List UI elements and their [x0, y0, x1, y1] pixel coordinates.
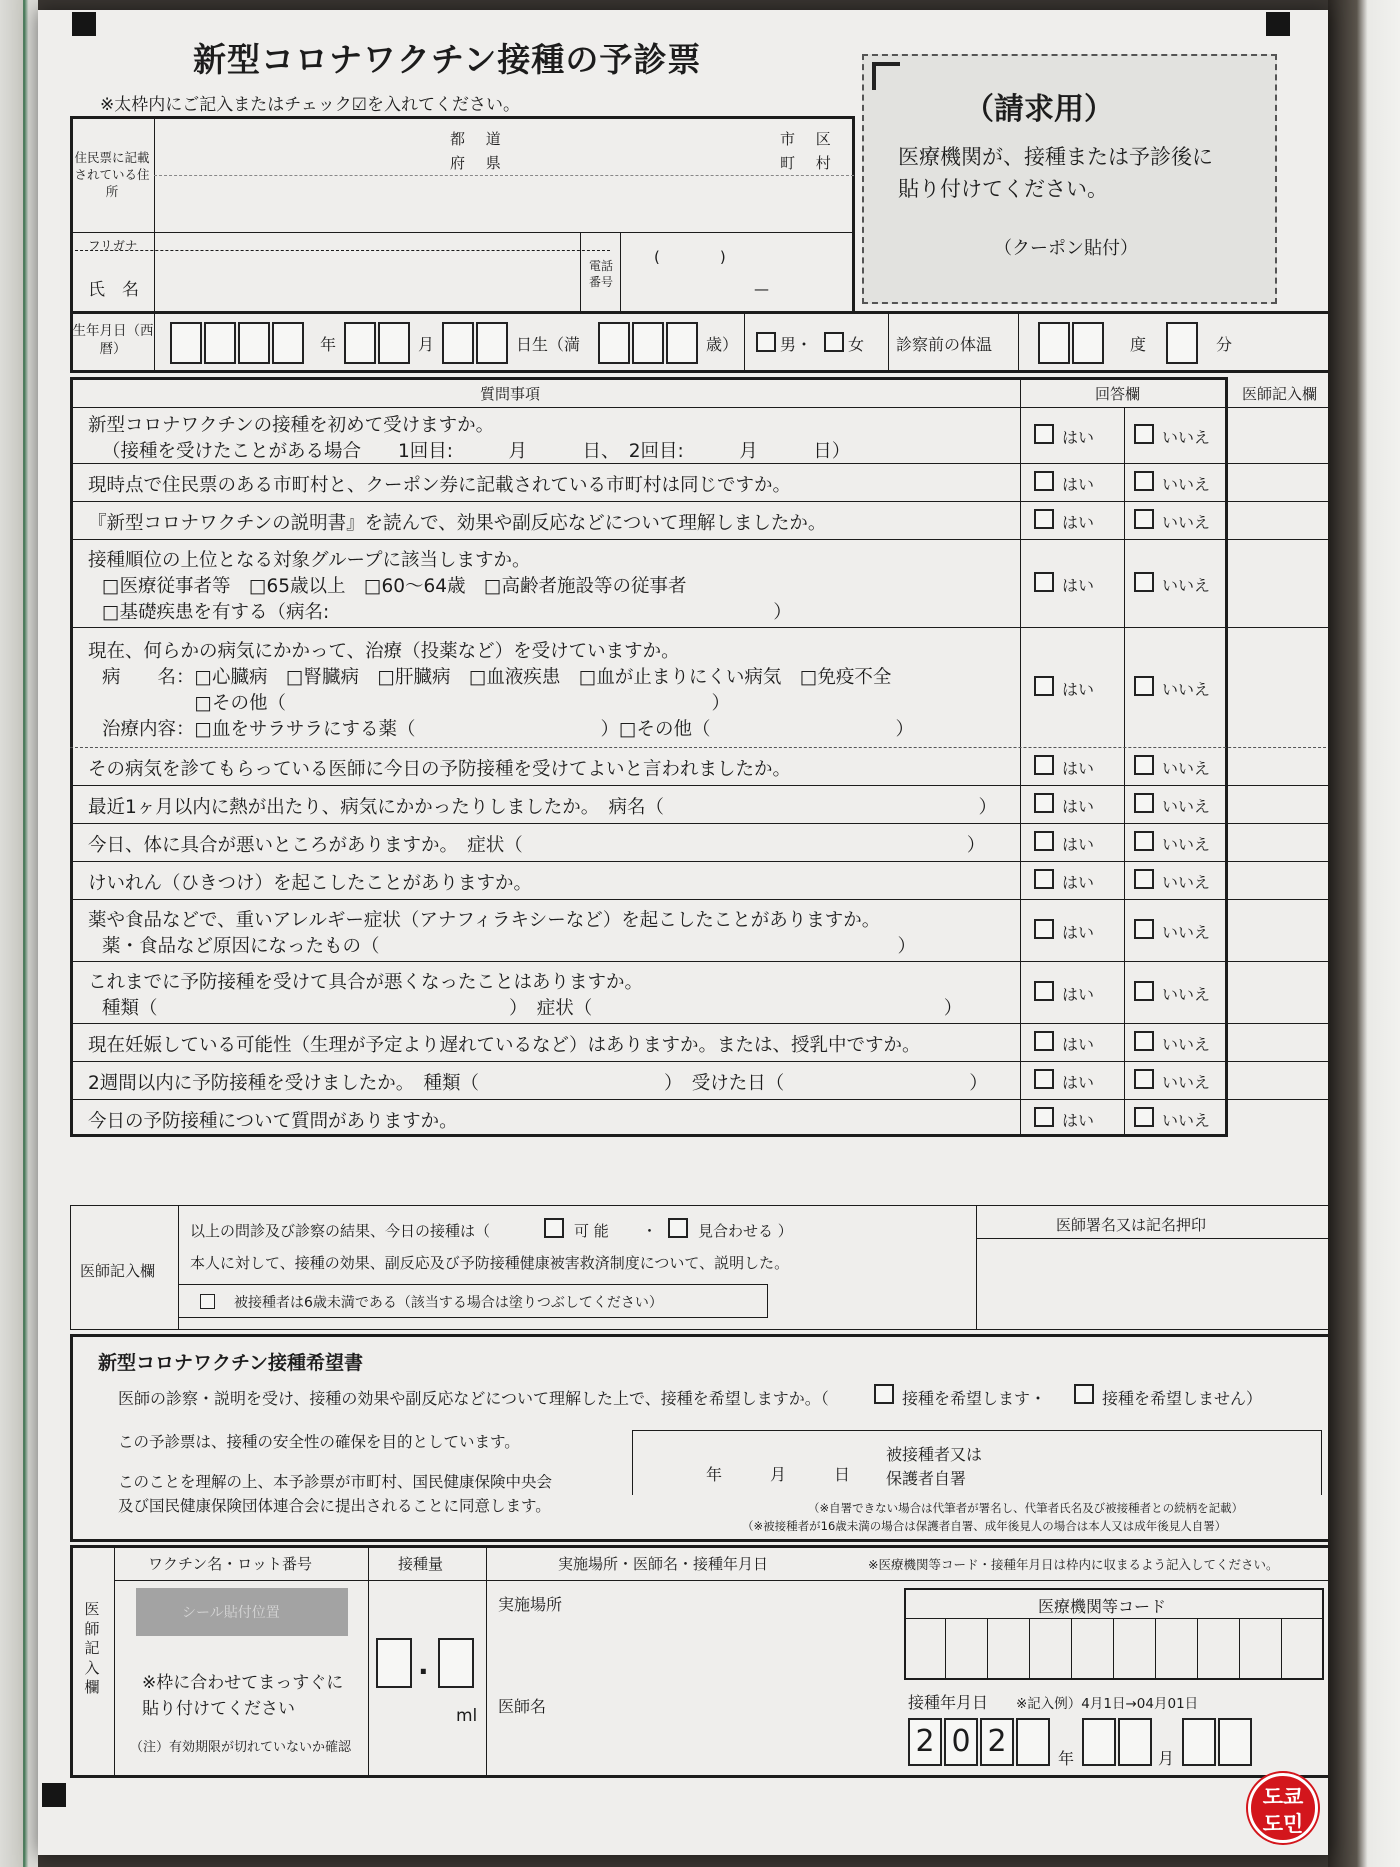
wish-line3: このことを理解の上、本予診票が市町村、国民健康保険中央会: [118, 1473, 553, 1491]
answer-yes-checkbox[interactable]: [1034, 793, 1054, 813]
possible-checkbox[interactable]: [544, 1218, 564, 1238]
question-text: 現在妊娠している可能性（生理が予定より遅れているなど）はありますか。または、授乳中ですか。: [88, 1035, 921, 1056]
col-place: 実施場所・医師名・接種年月日: [558, 1555, 769, 1573]
under6-label: 被接種者は6歳未満である（該当する場合は塗りつぶしてください）: [234, 1295, 663, 1311]
wish-no-checkbox[interactable]: [1074, 1384, 1094, 1404]
answer-no-checkbox[interactable]: [1134, 509, 1154, 529]
question-text: 今日、体に具合が悪いところがありますか。 症状（ ）: [88, 835, 986, 856]
age-label: 歳）: [706, 335, 739, 354]
consent-date: 年 月 日: [706, 1465, 851, 1484]
question-text: 最近1ヶ月以内に熱が出たり、病気にかかったりしましたか。 病名（ ）: [88, 797, 998, 818]
question-text: （接種を受けたことがある場合 1回目: 月 日、 2回目: 月 日）: [102, 441, 851, 462]
question-text: □医療従事者等 □65歳以上 □60～64歳 □高齢者施設等の従事者: [102, 576, 687, 597]
temperature-label: 診察前の体温: [896, 335, 993, 354]
possible-label: 可 能: [574, 1222, 609, 1240]
answer-no-checkbox[interactable]: [1134, 1107, 1154, 1127]
answer-no-label: いいえ: [1162, 759, 1211, 778]
corner-mark: [42, 1783, 66, 1807]
year-digit: 2: [980, 1718, 1014, 1766]
answer-no-checkbox[interactable]: [1134, 981, 1154, 1001]
answer-no-checkbox[interactable]: [1134, 869, 1154, 889]
answer-no-checkbox[interactable]: [1134, 831, 1154, 851]
shi-ku-label: 市 区: [780, 130, 839, 148]
to-do-label: 都 道: [450, 130, 509, 148]
wish-line1: 医師の診察・説明を受け、接種の効果や副反応などについて理解した上で、接種を希望しますか。（: [118, 1389, 829, 1408]
answer-no-label: いいえ: [1162, 1073, 1211, 1092]
age-digit[interactable]: [632, 322, 664, 364]
degree-label: 度: [1130, 335, 1147, 354]
male-label: 男・: [780, 335, 813, 354]
signature-label: 医師署名又は記名押印: [1056, 1216, 1207, 1234]
col-doctor-header: 医師記入欄: [1242, 385, 1318, 403]
answer-yes-checkbox[interactable]: [1034, 869, 1054, 889]
temperature-digit[interactable]: [1038, 322, 1070, 364]
question-text: その病気を診てもらっている医師に今日の予防接種を受けてよいと言われましたか。: [88, 759, 792, 780]
corner-mark: [1266, 12, 1290, 36]
sticker-note2: 貼り付けてください: [142, 1699, 295, 1719]
answer-no-label: いいえ: [1162, 1111, 1211, 1130]
answer-yes-label: はい: [1062, 475, 1095, 494]
code-cell[interactable]: [1072, 1618, 1114, 1680]
doctor-signature-field[interactable]: [980, 1242, 1328, 1326]
answer-yes-checkbox[interactable]: [1034, 676, 1054, 696]
claim-heading: （請求用）: [964, 92, 1114, 127]
date-label: 接種年月日: [908, 1693, 989, 1712]
answer-yes-label: はい: [1062, 680, 1095, 699]
answer-yes-checkbox[interactable]: [1034, 755, 1054, 775]
bottom-side-label: 医師記入欄: [84, 1600, 100, 1696]
month-digit-input[interactable]: [1118, 1718, 1152, 1766]
doctor-name-label: 医師名: [498, 1697, 547, 1716]
answer-no-label: いいえ: [1162, 475, 1211, 494]
age-digit[interactable]: [598, 322, 630, 364]
name-label: 氏 名: [88, 280, 139, 300]
doctor-section-label: 医師記入欄: [80, 1262, 156, 1280]
col-dose: 接種量: [398, 1555, 444, 1573]
wish-no-label: 接種を希望しません）: [1102, 1389, 1263, 1408]
answer-no-label: いいえ: [1162, 873, 1211, 892]
question-text: 薬・食品など原因になったもの（ ）: [102, 936, 917, 957]
temperature-digit[interactable]: [1072, 322, 1104, 364]
answer-no-label: いいえ: [1162, 985, 1211, 1004]
watermark-line1: 도쿄: [1262, 1785, 1304, 1809]
wish-title: 新型コロナワクチン接種希望書: [98, 1352, 364, 1374]
question-text: 治療内容：□血をサラサラにする薬（ ）□その他（ ）: [102, 719, 914, 740]
doctor-line2: 本人に対して、接種の効果、副反応及び予防接種健康被害救済制度について、説明した。: [190, 1254, 790, 1272]
dot-separator: ・: [642, 1222, 658, 1240]
fu-ken-label: 府 県: [450, 154, 509, 172]
signature-input[interactable]: [998, 1438, 1316, 1490]
wish-yes-checkbox[interactable]: [874, 1384, 894, 1404]
dose-dot: .: [418, 1648, 429, 1681]
answer-no-checkbox[interactable]: [1134, 919, 1154, 939]
answer-yes-label: はい: [1062, 873, 1095, 892]
question-text: 新型コロナワクチンの接種を初めて受けますか。: [88, 415, 495, 436]
wish-yes-label: 接種を希望します・: [902, 1389, 1047, 1408]
answer-no-label: いいえ: [1162, 797, 1211, 816]
answer-no-checkbox[interactable]: [1134, 1031, 1154, 1051]
left-background-strip: [0, 0, 38, 1867]
wish-line4: 及び国民健康保険団体連合会に提出されることに同意します。: [118, 1497, 551, 1515]
answer-no-label: いいえ: [1162, 428, 1211, 447]
phone-parens: ( ): [654, 248, 726, 266]
code-label: 医療機関等コード: [1038, 1597, 1167, 1616]
male-checkbox[interactable]: [756, 332, 776, 352]
year-digit: 2: [908, 1718, 942, 1766]
question-text: 接種順位の上位となる対象グループに該当しますか。: [88, 550, 531, 571]
bottom-year-label: 年: [1058, 1749, 1075, 1768]
answer-yes-checkbox[interactable]: [1034, 1107, 1054, 1127]
question-text: 今日の予防接種について質問がありますか。: [88, 1111, 458, 1132]
code-cell[interactable]: [1198, 1618, 1240, 1680]
question-text: □基礎疾患を有する（病名: ）: [102, 602, 792, 623]
answer-yes-checkbox[interactable]: [1034, 1069, 1054, 1089]
question-text: 病 名：□心臓病 □腎臓病 □肝臓病 □血液疾患 □血が止まりにくい病気 □免疫不全: [102, 667, 892, 688]
question-text: 2週間以内に予防接種を受けましたか。 種類（ ） 受けた日（ ）: [88, 1073, 988, 1094]
day-digit-input[interactable]: [1182, 1718, 1216, 1766]
furigana-label: フリガナ: [88, 238, 138, 253]
answer-no-checkbox[interactable]: [1134, 1069, 1154, 1089]
day-digit-input[interactable]: [1218, 1718, 1252, 1766]
sticker-label: シール貼付位置: [182, 1605, 280, 1621]
answer-yes-label: はい: [1062, 428, 1095, 447]
year-label: 年: [320, 335, 337, 354]
dob-month-digit[interactable]: [378, 322, 410, 364]
question-text: 現在、何らかの病気にかかって、治療（投薬など）を受けていますか。: [88, 641, 680, 662]
postpone-checkbox[interactable]: [668, 1218, 688, 1238]
dob-year-digit[interactable]: [272, 322, 304, 364]
col-question-header: 質問事項: [480, 385, 541, 403]
code-cell[interactable]: [988, 1618, 1030, 1680]
under6-checkbox[interactable]: [200, 1294, 215, 1309]
phone-label: 電話番号: [588, 259, 613, 290]
dob-day-digit[interactable]: [442, 322, 474, 364]
coupon-label: （クーポン貼付）: [994, 238, 1138, 259]
code-cell[interactable]: [1156, 1618, 1198, 1680]
answer-no-checkbox[interactable]: [1134, 471, 1154, 491]
claim-line2: 貼り付けてください。: [898, 177, 1108, 201]
dose-digit[interactable]: [376, 1638, 412, 1688]
answer-yes-checkbox[interactable]: [1034, 919, 1054, 939]
sticker-note1: ※枠に合わせてまっすぐに: [142, 1673, 344, 1693]
right-background-strip: [1328, 0, 1400, 1867]
answer-yes-checkbox[interactable]: [1034, 981, 1054, 1001]
answer-yes-label: はい: [1062, 923, 1095, 942]
ml-label: ml: [456, 1706, 478, 1726]
question-text: 種類（ ） 症状（ ）: [102, 998, 963, 1019]
place-label: 実施場所: [498, 1595, 563, 1614]
answer-no-checkbox[interactable]: [1134, 755, 1154, 775]
answer-yes-checkbox[interactable]: [1034, 831, 1054, 851]
instruction-note: ※太枠内にご記入またはチェック☑を入れてください。: [100, 95, 520, 115]
question-text: 『新型コロナワクチンの説明書』を読んで、効果や副反応などについて理解しましたか。: [88, 513, 827, 534]
doctor-line1: 以上の問診及び診察の結果、今日の接種は（: [190, 1222, 491, 1240]
answer-no-label: いいえ: [1162, 923, 1211, 942]
wish-line2: この予診票は、接種の安全性の確保を目的としています。: [118, 1433, 520, 1451]
answer-yes-label: はい: [1062, 835, 1095, 854]
address-label: 住民票に記載されている住所: [74, 150, 150, 199]
claim-line1: 医療機関が、接種または予診後に: [898, 145, 1213, 169]
answer-yes-label: はい: [1062, 1035, 1095, 1054]
col-answer-header: 回答欄: [1095, 385, 1141, 403]
phone-dash: —: [754, 280, 769, 298]
code-cell[interactable]: [904, 1618, 946, 1680]
answer-yes-label: はい: [1062, 759, 1095, 778]
answer-no-checkbox[interactable]: [1134, 424, 1154, 444]
dob-year-digit[interactable]: [170, 322, 202, 364]
answer-yes-label: はい: [1062, 1073, 1095, 1092]
dose-decimal-digit[interactable]: [438, 1638, 474, 1688]
month-label: 月: [418, 335, 435, 354]
dob-day-digit[interactable]: [476, 322, 508, 364]
year-digit-input[interactable]: [1016, 1718, 1050, 1766]
answer-yes-label: はい: [1062, 1111, 1095, 1130]
cho-son-label: 町 村: [780, 154, 839, 172]
question-text: 現時点で住民票のある市町村と、クーポン券に記載されている市町村は同じですか。: [88, 475, 792, 496]
answer-no-checkbox[interactable]: [1134, 572, 1154, 592]
minute-label: 分: [1216, 335, 1233, 354]
expiry-note: （注）有効期限が切れていないか確認: [130, 1740, 352, 1755]
question-text: 薬や食品などで、重いアレルギー症状（アナフィラキシーなど）を起こしたことがありますか。: [88, 910, 881, 931]
answer-yes-label: はい: [1062, 985, 1095, 1004]
wish-footnote1: （※自署できない場合は代筆者が署名し、代筆者氏名及び被接種者との続柄を記載）: [808, 1501, 1244, 1515]
phone-input[interactable]: [628, 238, 848, 310]
dob-month-digit[interactable]: [344, 322, 376, 364]
answer-no-checkbox[interactable]: [1134, 676, 1154, 696]
answer-yes-checkbox[interactable]: [1034, 1031, 1054, 1051]
answer-yes-checkbox[interactable]: [1034, 572, 1054, 592]
bottom-month-label: 月: [1158, 1749, 1175, 1768]
answer-no-label: いいえ: [1162, 680, 1211, 699]
question-text: これまでに予防接種を受けて具合が悪くなったことはありますか。: [88, 972, 644, 993]
code-cell[interactable]: [946, 1618, 988, 1680]
corner-mark: [72, 12, 96, 36]
female-checkbox[interactable]: [824, 332, 844, 352]
arrow-icon: [872, 62, 900, 90]
code-cell[interactable]: [1282, 1618, 1324, 1680]
month-digit-input[interactable]: [1082, 1718, 1116, 1766]
answer-yes-checkbox[interactable]: [1034, 509, 1054, 529]
date-example: ※記入例）4月1日→04月01日: [1016, 1696, 1199, 1712]
code-cell[interactable]: [1114, 1618, 1156, 1680]
postpone-label: 見合わせる ）: [698, 1222, 793, 1240]
female-label: 女: [848, 335, 865, 354]
question-text: けいれん（ひきつけ）を起こしたことがありますか。: [88, 873, 533, 894]
code-cell[interactable]: [1240, 1618, 1282, 1680]
claim-box: [862, 54, 1277, 304]
dob-year-digit[interactable]: [204, 322, 236, 364]
answer-no-label: いいえ: [1162, 835, 1211, 854]
address-input[interactable]: [158, 178, 848, 228]
answer-yes-label: はい: [1062, 576, 1095, 595]
temperature-decimal-digit[interactable]: [1166, 322, 1198, 364]
age-digit[interactable]: [666, 322, 698, 364]
vaccination-form-paper: [38, 10, 1328, 1855]
dob-year-digit[interactable]: [238, 322, 270, 364]
signer-line1: 被接種者又は: [886, 1445, 983, 1464]
col-note: ※医療機関等コード・接種年月日は枠内に収まるよう記入してください。: [868, 1557, 1279, 1572]
answer-yes-checkbox[interactable]: [1034, 471, 1054, 491]
answer-no-checkbox[interactable]: [1134, 793, 1154, 813]
wish-footnote2: （※被接種者が16歳未満の場合は保護者自署、成年後見人の場合は本人又は成年後見人自署）: [742, 1519, 1227, 1533]
answer-yes-checkbox[interactable]: [1034, 424, 1054, 444]
answer-yes-label: はい: [1062, 797, 1095, 816]
answer-no-label: いいえ: [1162, 576, 1211, 595]
watermark-seal: [1248, 1773, 1318, 1843]
question-text: □その他（ ）: [102, 693, 730, 714]
answer-yes-label: はい: [1062, 513, 1095, 532]
signer-line2: 保護者自署: [886, 1469, 967, 1488]
day-born-label: 日生（満: [516, 335, 581, 354]
form-title: 新型コロナワクチン接種の予診票: [193, 40, 702, 79]
answer-no-label: いいえ: [1162, 513, 1211, 532]
code-cell[interactable]: [1030, 1618, 1072, 1680]
year-digit: 0: [944, 1718, 978, 1766]
answer-no-label: いいえ: [1162, 1035, 1211, 1054]
watermark-line2: 도민: [1262, 1812, 1304, 1836]
name-input[interactable]: [158, 254, 576, 310]
dob-label: 生年月日（西暦）: [72, 323, 154, 358]
col-vaccine: ワクチン名・ロット番号: [148, 1555, 312, 1573]
